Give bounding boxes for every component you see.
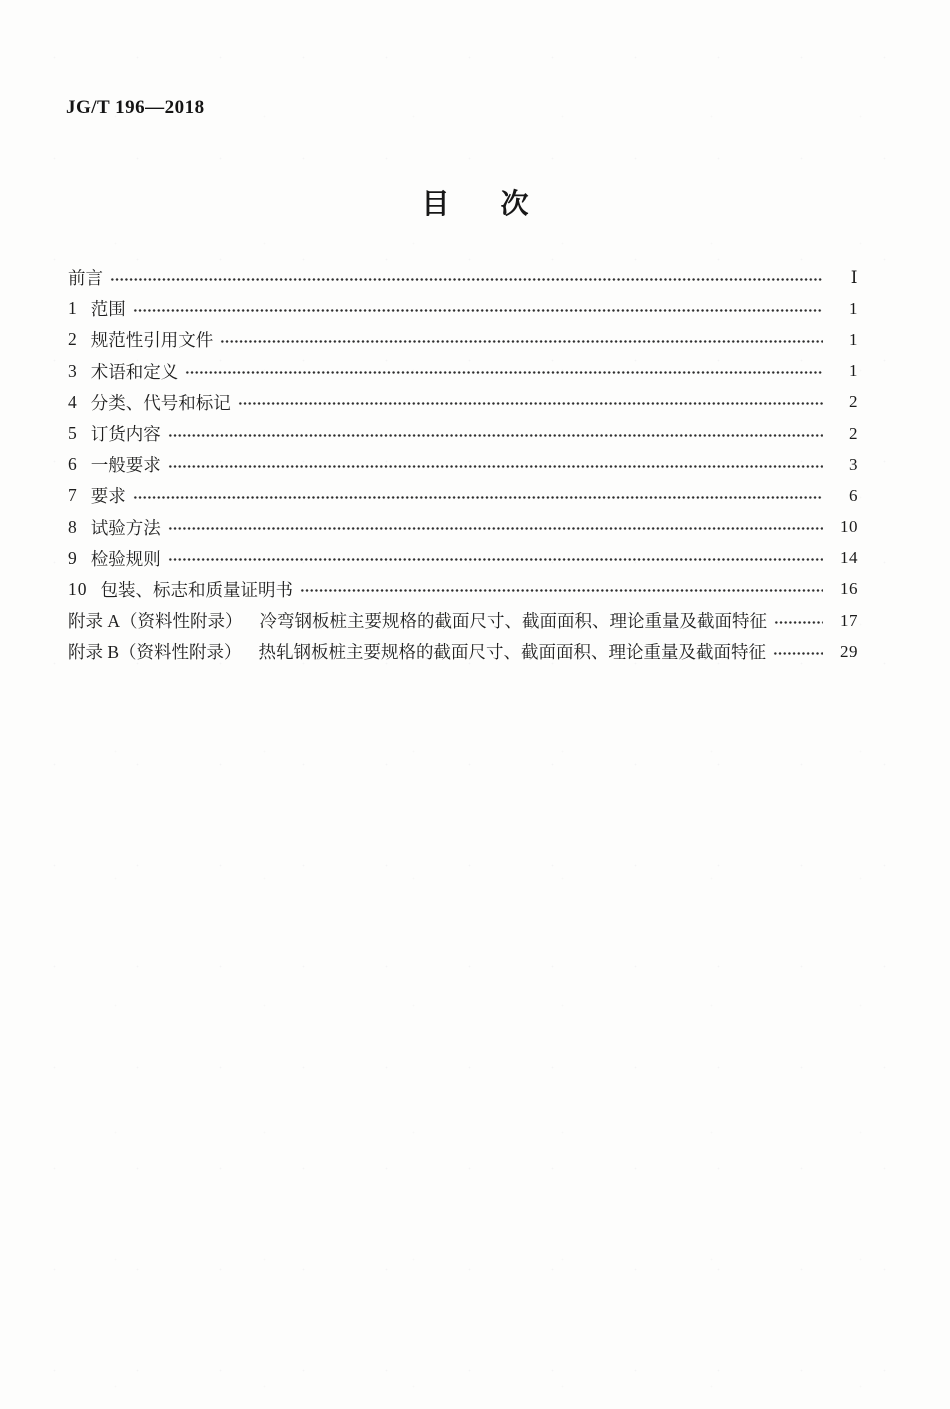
leader-dots [168, 526, 823, 531]
toc-item [68, 543, 858, 574]
leader-dots [133, 308, 823, 313]
leader-dots [300, 588, 823, 593]
toc-item-page: 1 [849, 329, 858, 349]
toc-item [68, 512, 858, 543]
toc-item [68, 293, 858, 324]
toc-item-number: 6 [68, 454, 78, 475]
toc-item [68, 262, 858, 293]
toc-item-prefix: 附录 B（资料性附录） [68, 642, 242, 663]
toc-title: 目 次 [421, 189, 529, 220]
toc-item [68, 449, 858, 480]
leader-dots [168, 433, 823, 438]
toc-item-page: 2 [849, 423, 858, 443]
leader-dots [168, 557, 823, 562]
toc-item-number: 9 [68, 547, 78, 568]
toc-item-label: 术语和定义 [90, 361, 179, 382]
leader-dots [133, 495, 823, 500]
toc-item-page: 3 [849, 454, 858, 474]
toc-item-label: 前言 [68, 268, 103, 289]
toc-item-number: 7 [68, 485, 78, 506]
toc-item [68, 387, 858, 418]
toc-item-label: 一般要求 [90, 455, 161, 476]
toc-item-page: 1 [849, 298, 858, 318]
toc-item [68, 574, 858, 605]
toc-item-label: 规范性引用文件 [90, 330, 214, 351]
toc-item-page: 10 [840, 517, 858, 537]
toc-item-number: 8 [68, 516, 78, 537]
toc-item-page: 17 [840, 610, 858, 630]
leader-dots [220, 339, 823, 344]
toc-item-label: 范围 [90, 299, 126, 320]
toc-item-prefix: 附录 A（资料性附录） [68, 611, 243, 632]
leader-dots [110, 277, 823, 282]
leader-dots [773, 651, 823, 656]
toc-item-page: 1 [849, 361, 858, 381]
toc-item-number: 1 [68, 298, 78, 319]
toc-item-label: 订货内容 [90, 424, 161, 445]
toc-item [68, 480, 858, 511]
toc-item-label: 热轧钢板桩主要规格的截面尺寸、截面面积、理论重量及截面特征 [258, 642, 767, 663]
toc-item [68, 418, 858, 449]
toc-item-label: 分类、代号和标记 [90, 392, 231, 413]
toc-item-page: 16 [840, 579, 858, 599]
standard-number-header: JG/T 196—2018 [66, 97, 205, 118]
toc-item-page: 14 [840, 548, 858, 568]
toc-item-label: 冷弯钢板桩主要规格的截面尺寸、截面面积、理论重量及截面特征 [259, 611, 768, 632]
toc-item-page: Ⅰ [850, 267, 858, 287]
toc-item-label: 试验方法 [90, 517, 161, 538]
toc-list [68, 262, 858, 667]
toc-item-label: 要求 [90, 486, 126, 507]
toc-item-number: 4 [68, 391, 78, 412]
leader-dots [238, 401, 823, 406]
toc-item [68, 605, 858, 636]
toc-item-label: 包装、标志和质量证明书 [100, 579, 293, 600]
leader-dots [774, 620, 823, 625]
toc-item [68, 324, 858, 355]
toc-item [68, 636, 858, 667]
toc-item-label: 检验规则 [90, 548, 161, 569]
toc-item-number: 5 [68, 423, 78, 444]
toc-item-number: 2 [68, 329, 78, 350]
leader-dots [185, 370, 823, 375]
toc-item-page: 2 [849, 392, 858, 412]
toc-item-page: 29 [840, 641, 858, 661]
toc-item-number: 3 [68, 360, 78, 381]
leader-dots [168, 464, 823, 469]
toc-item [68, 356, 858, 387]
toc-item-page: 6 [849, 485, 858, 505]
toc-item-number: 10 [68, 578, 88, 599]
